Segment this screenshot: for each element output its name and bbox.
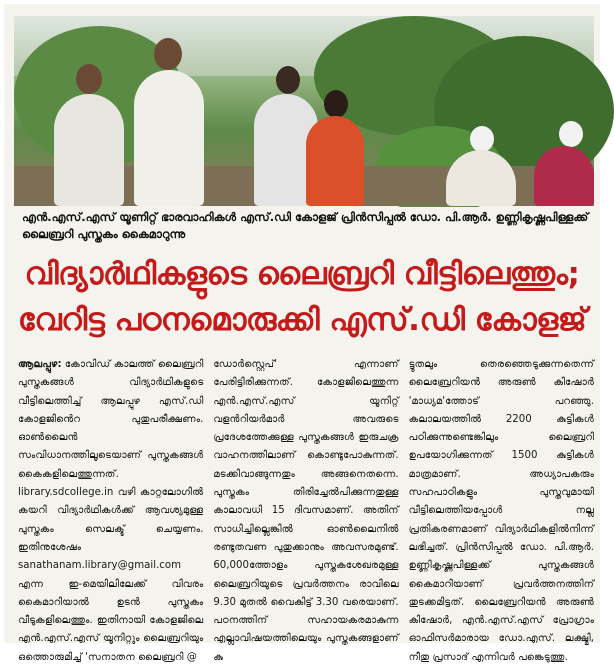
article-column-2	[213, 356, 399, 663]
article-text: ട്ടുതലും തെരഞ്ഞെടുക്കുന്നതെന്ന് ലൈബ്രേറിയൻ അരുൺ കിഷോർ 'മാധ്യമ'ത്തോട് പറഞ്ഞു. കലാലയത്തിൽ 2200 കുട്ടികൾ പഠിക്കുന്നുണ്ടെങ്കിലും ലൈബ്രറി ഉപയോഗിക്കുന്നത് 1500 കുട്ടികൾ മാത്രമാണ്. അധ്യാപകരും സഹപാഠികളും പുസ്തവുമായി വീട്ടിലെത്തിയപ്പോൾ നല്ല പ്രതികരണമാണ് വിദ്യാർഥികളിൽനിന്ന് ലഭിച്ചത്. പ്രിൻസിപ്പൽ ഡോ. പി.ആർ. ഉണ്ണികൃഷ്ണപിള്ളക്ക് പുസ്തകങ്ങൾ കൈമാറിയാണ് പ്രവർത്തനത്തിന് തുടക്കമിട്ടത്. ലൈബ്രേറിയൻ അരുൺ കിഷോർ, എൻ.എസ്.എസ് പ്രോഗ്രാം ഓഫിസർമാരായ ഡോ.എസ്. ലക്ഷ്മി, നീതു പ്രസാദ് എന്നിവർ പങ്കെടുത്തു.	[408, 359, 594, 663]
article-column-3	[408, 356, 594, 663]
headline-line-1: വിദ്യാർഥികളുടെ ലൈബ്രറി വീട്ടിലെത്തും;	[24, 256, 580, 292]
person	[534, 146, 594, 206]
headline-line-2: വേറിട്ട പഠനമൊരുക്കി എസ്.ഡി കോളജ്	[17, 302, 587, 338]
article-text: ഡോർസ്റ്റെപ്' എന്നാണ് പേരിട്ടിരിക്കുന്നത്. കോളജിലെത്തുന്ന എൻ.എസ്.എസ് യൂനിറ്റ് വളൻറിയർമാർ അവരുടെ പ്രദേശത്തേക്കുള്ള പുസ്തകങ്ങൾ ഇരുചക്ര വാഹനത്തിലാണ് കൊണ്ടുപോകുന്നത്. മടക്കിവാങ്ങുന്നതും അങ്ങനെതന്നെ. പുസ്തകം തിരിച്ചേൽപിക്കുന്നതുള്ള കാലാവധി 15 ദിവസമാണ്. അതിന് സാധിച്ചില്ലെങ്കിൽ ഓൺലൈനിൽ രണ്ടുതവണ പുതുക്കാനും അവസരമുണ്ട്. 60,000ത്തോളം പുസ്തകശേഖരമുള്ള ലൈബ്രറിയുടെ പ്രവർത്തനം രാവിലെ 9.30 മുതൽ വൈകിട്ട് 3.30 വരെയാണ്. പഠനത്തിന് സഹായകരമാകുന്ന എല്ലാവിഷയത്തിലെയും പുസ്തകങ്ങളാണ് കു	[213, 359, 399, 663]
news-photo	[14, 16, 594, 206]
person-head	[154, 38, 182, 70]
person	[306, 116, 364, 206]
newspaper-clipping	[4, 4, 600, 663]
person-head	[76, 64, 102, 94]
person	[134, 70, 204, 206]
article-column-1	[18, 356, 204, 663]
person-head	[324, 90, 348, 118]
person-head	[470, 126, 494, 152]
dateline: ആലപ്പുഴ:	[18, 359, 62, 370]
person-head	[559, 121, 583, 147]
article-paragraph	[18, 356, 203, 667]
person-head	[276, 66, 300, 94]
article-body	[18, 356, 594, 663]
person	[54, 94, 124, 206]
article-text: കോവിഡ് കാലത്ത് ലൈബ്രറി പുസ്തകങ്ങൾ വിദ്യാർഥികളുടെ വീട്ടിലെത്തിച്ച് ആലപ്പുഴ എസ്.ഡി കോളജിൻെറ പുതുപരീക്ഷണം. ഓൺലൈൻ സംവിധാനത്തിലൂടെയാണ് പുസ്തകങ്ങൾ കൈകളിലെത്തുന്നത്. library.sdcollege.in വഴി കാറ്റലോഗിൽ കയറി വിദ്യാർഥികൾക്ക് ആവശ്യമുള്ള പുസ്തകം സെലക്ട് ചെയ്യണം. ഇതിനുശേഷം sanathanam.library@gmail.com എന്ന ഇ-മെയിലിലേക്ക് വിവരം കൈമാറിയാൽ ഉടൻ പുസ്തകം വീടുകളിലെത്തും. ഇതിനായി കോളജിലെ എൻ.എസ്.എസ് യൂനിറ്റും ലൈബ്രറിയും ഒത്തൊരുമിച്ച് 'സനാതന ലൈബ്രറി @	[18, 359, 204, 663]
photo-caption: എൻ.എസ്.എസ് യൂണിറ്റ് ഭാരവാഹികൾ എസ്.ഡി കോളജ് പ്രിൻസിപ്പൽ ഡോ. പി.ആർ. ഉണ്ണികൃഷ്ണപിള്ളക്ക് ലൈബ്രറി പുസ്തകം കൈമാറുന്നു	[14, 207, 592, 243]
